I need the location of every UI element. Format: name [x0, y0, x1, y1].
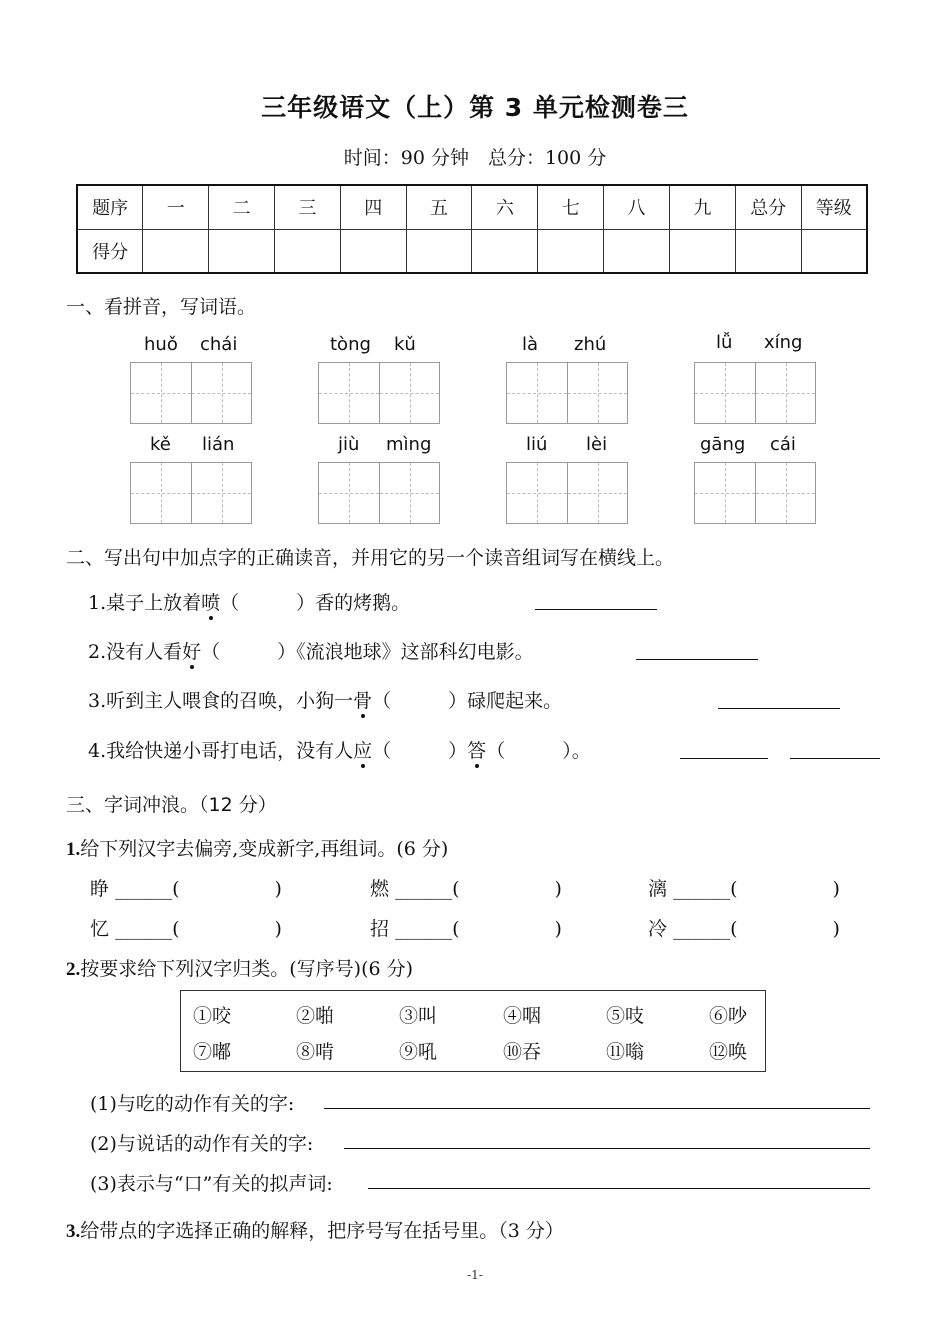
- answer-blank[interactable]: [790, 757, 880, 759]
- col-header: 四: [340, 185, 406, 229]
- section3-heading: 三、字词冲浪。（12 分）: [66, 794, 277, 816]
- radical-item: 睁 ______( ): [90, 878, 282, 900]
- section2-heading: 二、写出句中加点字的正确读音，并用它的另一个读音组词写在横线上。: [66, 547, 675, 569]
- exam-info: 时间：90 分钟 总分：100 分: [343, 147, 607, 169]
- question-4: 4.我给快递小哥打电话，没有人应（ ）答（ ）。: [88, 740, 591, 762]
- dotted-char: 好: [182, 641, 202, 663]
- dotted-char: 骨: [353, 690, 373, 712]
- page-title: 三年级语文（上）第 3 单元检测卷三: [261, 93, 689, 122]
- col-header: 五: [406, 185, 472, 229]
- pinyin-syllable: tòng: [330, 334, 371, 355]
- pinyin-syllable: cái: [770, 434, 796, 455]
- pinyin-syllable: zhú: [574, 334, 607, 355]
- row-header-score: 得分: [77, 229, 143, 273]
- radical-item: 漓 ______( ): [648, 878, 840, 900]
- dotted-char: 喷: [201, 592, 221, 614]
- row-header-order: 题序: [77, 185, 143, 229]
- tianzi-grid[interactable]: [694, 462, 816, 524]
- tianzi-grid[interactable]: [318, 462, 440, 524]
- char-option: ⑥吵: [709, 1005, 748, 1027]
- col-header: 七: [538, 185, 604, 229]
- answer-blank[interactable]: [680, 757, 768, 759]
- score-table: [76, 184, 868, 274]
- dotted-char: 答: [467, 740, 487, 762]
- radical-item: 冷 ______( ): [648, 918, 840, 940]
- tianzi-grid[interactable]: [130, 462, 252, 524]
- score-cell[interactable]: [801, 229, 867, 273]
- score-cell[interactable]: [604, 229, 670, 273]
- score-cell[interactable]: [209, 229, 275, 273]
- radical-item: 燃 ______( ): [370, 878, 562, 900]
- pinyin-syllable: lián: [202, 434, 235, 455]
- char-option: ⑫唤: [709, 1041, 748, 1063]
- score-cell[interactable]: [274, 229, 340, 273]
- score-table-header-row: [77, 185, 867, 229]
- col-header: 总分: [735, 185, 801, 229]
- classify-eat-line[interactable]: [324, 1108, 870, 1109]
- char-option: ⑦嘟: [193, 1041, 232, 1063]
- tianzi-grid[interactable]: [506, 362, 628, 424]
- pinyin-syllable: xíng: [764, 332, 803, 353]
- col-header: 一: [143, 185, 209, 229]
- pinyin-syllable: huǒ: [144, 334, 178, 355]
- answer-blank[interactable]: [718, 707, 840, 709]
- pinyin-syllable: liú: [526, 434, 548, 455]
- sub-question-1: 1.给下列汉字去偏旁,变成新字,再组词。(6 分): [66, 838, 449, 860]
- score-cell[interactable]: [472, 229, 538, 273]
- tianzi-grid[interactable]: [694, 362, 816, 424]
- character-box: [180, 990, 766, 1072]
- classify-eat-label: (1)与吃的动作有关的字:: [90, 1093, 295, 1115]
- pinyin-syllable: lèi: [586, 434, 608, 455]
- col-header: 八: [604, 185, 670, 229]
- answer-blank[interactable]: [636, 658, 758, 660]
- radical-item: 忆 ______( ): [90, 918, 282, 940]
- char-option: ⑧啃: [296, 1041, 335, 1063]
- pinyin-syllable: jiù: [338, 434, 360, 455]
- section1-heading: 一、看拼音，写词语。: [66, 296, 257, 318]
- tianzi-grid[interactable]: [318, 362, 440, 424]
- score-cell[interactable]: [669, 229, 735, 273]
- question-3: 3.听到主人喂食的召唤，小狗一骨（ ）碌爬起来。: [88, 690, 563, 712]
- sub-question-2: 2.按要求给下列汉字归类。(写序号)(6 分): [66, 958, 414, 980]
- col-header: 三: [274, 185, 340, 229]
- pinyin-syllable: là: [522, 334, 539, 355]
- pinyin-syllable: chái: [200, 334, 238, 355]
- sub-question-3: 3.给带点的字选择正确的解释，把序号写在括号里。（3 分）: [66, 1220, 564, 1242]
- pinyin-syllable: lǚ: [716, 332, 733, 353]
- classify-onomatopoeia-label: (3)表示与“口”有关的拟声词:: [90, 1173, 333, 1195]
- question-1: 1.桌子上放着喷（ ）香的烤鹅。: [88, 592, 411, 614]
- pinyin-syllable: kě: [150, 434, 171, 455]
- pinyin-syllable: gāng: [700, 434, 746, 455]
- score-cell[interactable]: [406, 229, 472, 273]
- pinyin-syllable: kǔ: [394, 334, 416, 355]
- radical-item: 招 ______( ): [370, 918, 562, 940]
- tianzi-grid[interactable]: [506, 462, 628, 524]
- score-cell[interactable]: [735, 229, 801, 273]
- classify-speak-label: (2)与说话的动作有关的字:: [90, 1133, 314, 1155]
- col-header: 等级: [801, 185, 867, 229]
- char-option: ⑩吞: [503, 1041, 542, 1063]
- char-option: ⑤吱: [606, 1005, 645, 1027]
- classify-onomatopoeia-line[interactable]: [368, 1188, 870, 1189]
- question-2: 2.没有人看好（ ）《流浪地球》这部科幻电影。: [88, 641, 534, 663]
- score-cell[interactable]: [143, 229, 209, 273]
- col-header: 九: [669, 185, 735, 229]
- dotted-char: 应: [353, 740, 373, 762]
- char-option: ④咽: [503, 1005, 542, 1027]
- score-cell[interactable]: [538, 229, 604, 273]
- char-option: ⑨吼: [399, 1041, 438, 1063]
- answer-blank[interactable]: [535, 608, 657, 610]
- char-option: ③叫: [399, 1005, 438, 1027]
- char-option: ②啪: [296, 1005, 335, 1027]
- char-option: ⑪嗡: [606, 1041, 645, 1063]
- char-option: ①咬: [193, 1005, 232, 1027]
- score-cell[interactable]: [340, 229, 406, 273]
- pinyin-syllable: mìng: [386, 434, 432, 455]
- col-header: 六: [472, 185, 538, 229]
- page-number: -1-: [467, 1268, 483, 1282]
- col-header: 二: [209, 185, 275, 229]
- classify-speak-line[interactable]: [344, 1148, 870, 1149]
- score-table-score-row: [77, 229, 867, 273]
- tianzi-grid[interactable]: [130, 362, 252, 424]
